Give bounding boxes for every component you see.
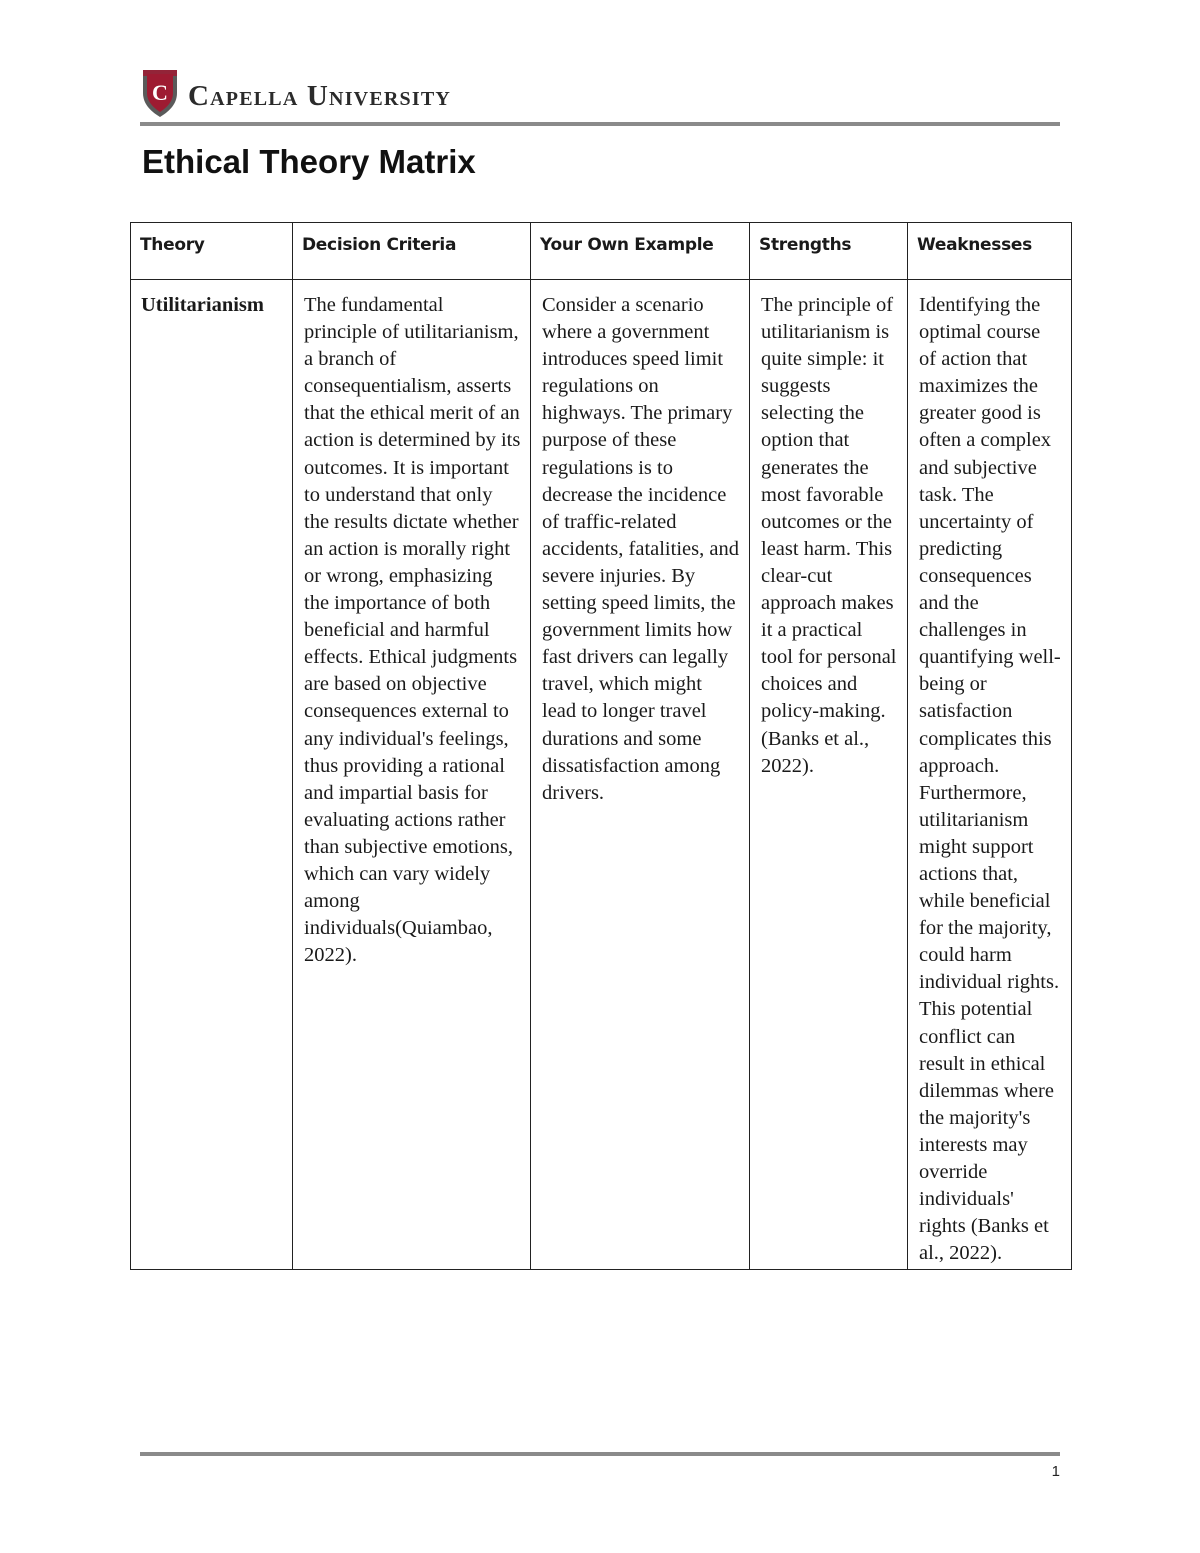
example-cell: Consider a scenario where a government introduces speed limit regulations on highways. The primary purpose of these regulations is to decrease the incidence of traffic-related accidents, fatalities, and severe injuries. By setting speed limits, the government limits how fast drivers can legally travel, which might lead to longer travel durations and some dissatisfaction among drivers.: [531, 280, 750, 1270]
page-header: [140, 66, 451, 120]
header-divider: [140, 122, 1060, 126]
table-row: [131, 280, 1072, 1270]
column-header-theory: Theory: [131, 223, 293, 280]
strengths-cell: The principle of utilitarianism is quite simple: it suggests selecting the option that generates the most favorable outcomes or the least harm. This clear-cut approach makes it a practical tool for personal choices and policy-making. (Banks et al., 2022).: [750, 280, 908, 1270]
decision-criteria-cell: The fundamental principle of utilitarianism, a branch of consequentialism, asserts that the ethical merit of an action is determined by its outcomes. It is important to understand that only the results dictate whether an action is morally right or wrong, emphasizing the importance of both beneficial and harmful effects. Ethical judgments are based on objective consequences external to any individual's feelings, thus providing a rational and impartial basis for evaluating actions rather than subjective emotions, which can vary widely among individuals(Quiambao, 2022).: [293, 280, 531, 1270]
shield-letter: C: [152, 80, 168, 105]
capella-shield-logo-icon: [140, 67, 180, 119]
column-header-strengths: Strengths: [750, 223, 908, 280]
page-number: 1: [1051, 1463, 1060, 1480]
table-header-row: [131, 223, 1072, 280]
university-name: Capella University: [188, 79, 452, 112]
column-header-example: Your Own Example: [531, 223, 750, 280]
weaknesses-cell: Identifying the optimal course of action that maximizes the greater good is often a complex and subjective task. The uncertainty of predicting consequences and the challenges in quantifying well-being or satisfaction complicates this approach. Furthermore, utilitarianism might support actions that, while beneficial for the majority, could harm individual rights. This potential conflict can result in ethical dilemmas where the majority's interests may override individuals' rights (Banks et al., 2022).: [908, 280, 1072, 1270]
page-title: Ethical Theory Matrix: [142, 143, 476, 180]
footer-divider: [140, 1452, 1060, 1456]
ethical-theory-table: [130, 222, 1072, 1270]
column-header-weaknesses: Weaknesses: [908, 223, 1072, 280]
column-header-decision-criteria: Decision Criteria: [293, 223, 531, 280]
theory-cell: Utilitarianism: [131, 280, 293, 1270]
